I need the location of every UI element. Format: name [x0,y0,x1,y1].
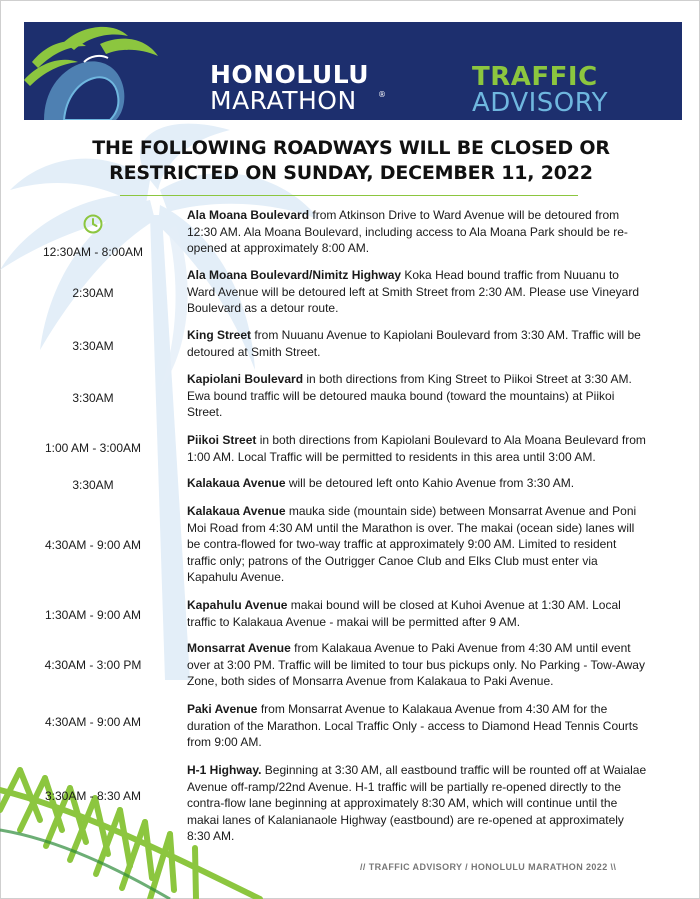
closure-detail: from Atkinson Drive to Ward Avenue will be detoured from 12:30 AM. Ala Moana Boulevard, including access to Ala Moana Park should be re-opened at approximately 8:00 AM. [187,208,628,255]
closure-time: 3:30AM - 8:30 AM [44,789,142,803]
closure-description [187,503,647,586]
closure-detail: will be detoured left onto Kahio Avenue from 3:30 AM. [285,476,575,490]
closure-time: 3:30AM [72,391,114,405]
closure-detail: Beginning at 3:30 AM, all eastbound traffic will be rounted off at Waialae Avenue off-ramp/22nd Avenue. H-1 traffic will be partially re-opened directly to the contra-flow lane beginning at approximately 8:30 AM, which will continue until the makai lanes of Kalanianaole Highway (eastbound) are re-opened at approximately 8:30 AM. [187,763,647,843]
page-title-line2: RESTRICTED ON SUNDAY, DECEMBER 11, 2022 [109,162,593,184]
closure-road: Kalakaua Avenue [187,504,286,518]
closure-time: 3:30AM [72,478,114,492]
closure-road: Kapiolani Boulevard [187,372,304,386]
closure-road: King Street [187,328,252,342]
closure-road: H-1 Highway. [187,763,262,777]
closure-time: 4:30AM - 3:00 PM [44,658,142,672]
closure-description [187,701,647,751]
closure-time: 12:30AM - 8:00AM [42,245,144,259]
closure-description [187,371,647,421]
closure-detail: Koka Head bound traffic from Nuuanu to Ward Avenue will be detoured left at Smith Street from 2:30 AM. Please use Vineyard Boulevard as a detour route. [187,268,640,315]
closure-description [187,475,647,492]
closure-description [187,327,647,360]
closure-description [187,762,647,845]
page-title-line1: THE FOLLOWING ROADWAYS WILL BE CLOSED OR [92,137,610,159]
page-footer: // TRAFFIC ADVISORY / HONOLULU MARATHON 2022 \\ [360,862,617,872]
title-divider [120,195,578,196]
closure-time: 4:30AM - 9:00 AM [44,715,142,729]
closure-description [187,267,647,317]
closure-time: 4:30AM - 9:00 AM [44,538,142,552]
brand-name-line2: MARATHON [210,86,357,115]
closure-detail: makai bound will be closed at Kuhoi Avenue at 1:30 AM. Local traffic to Kalakaua Avenue - makai will be permitted after 9 AM. [187,598,621,629]
closure-detail: from Kalakaua Avenue to Paki Avenue from 4:30 AM until event over at 3:00 PM. Traffic will be limited to tour bus pickups only. No Parking - Tow-Away Zone, both sides of Monsarra Avenue from Kalakaua to Paki Avenue. [187,641,645,688]
closure-detail: in both directions from Kapiolani Boulevard to Ala Moana Beulevard from 1:00 AM. Local Traffic will be permitted to residents in this area until 3:00 AM. [187,433,646,464]
brand-name-line1: HONOLULU [210,60,370,89]
closure-time: 1:30AM - 9:00 AM [44,608,142,622]
closure-time: 1:00 AM - 3:00AM [44,441,142,455]
header-banner [24,22,682,120]
page-title [24,136,678,186]
closure-road: Paki Avenue [187,702,258,716]
closure-detail: mauka side (mountain side) between Monsarrat Avenue and Poni Moi Road from 4:30 AM until the Marathon is over. The makai (ocean side) lanes will be contra-flowed for two-way traffic at approximately 9:00 AM. Limited to resident traffic only; patrons of the Outrigger Canoe Club and Elks Club must enter via Kapahulu Avenue. [187,504,637,584]
closure-road: Ala Moana Boulevard [187,208,310,222]
closure-road: Kalakaua Avenue [187,476,286,490]
advisory-title-line1: TRAFFIC [472,62,598,92]
runner-laurel-logo-icon [24,22,174,120]
closure-description [187,207,647,257]
closure-time: 3:30AM [72,339,114,353]
clock-icon [83,214,103,234]
closure-time: 2:30AM [72,286,114,300]
closure-detail: from Nuuanu Avenue to Kapiolani Boulevard from 3:30 AM. Traffic will be detoured at Smith Street. [187,328,641,359]
registered-mark: ® [378,90,386,99]
closure-description [187,640,647,690]
closure-detail: in both directions from King Street to Piikoi Street at 3:30 AM. Ewa bound traffic will be detoured mauka bound (toward the mountains) at Piikoi Street. [187,372,632,419]
advisory-title-line2: ADVISORY [472,88,609,118]
closure-road: Ala Moana Boulevard/Nimitz Highway [187,268,402,282]
closure-road: Piikoi Street [187,433,257,447]
closure-road: Monsarrat Avenue [187,641,291,655]
closure-detail: from Monsarrat Avenue to Kalakaua Avenue from 4:30 AM for the duration of the Marathon. Local Traffic Only - access to Diamond Head Tennis Courts from 9:00 AM. [187,702,639,749]
closure-description [187,432,647,465]
closure-road: Kapahulu Avenue [187,598,288,612]
closure-description [187,597,647,630]
